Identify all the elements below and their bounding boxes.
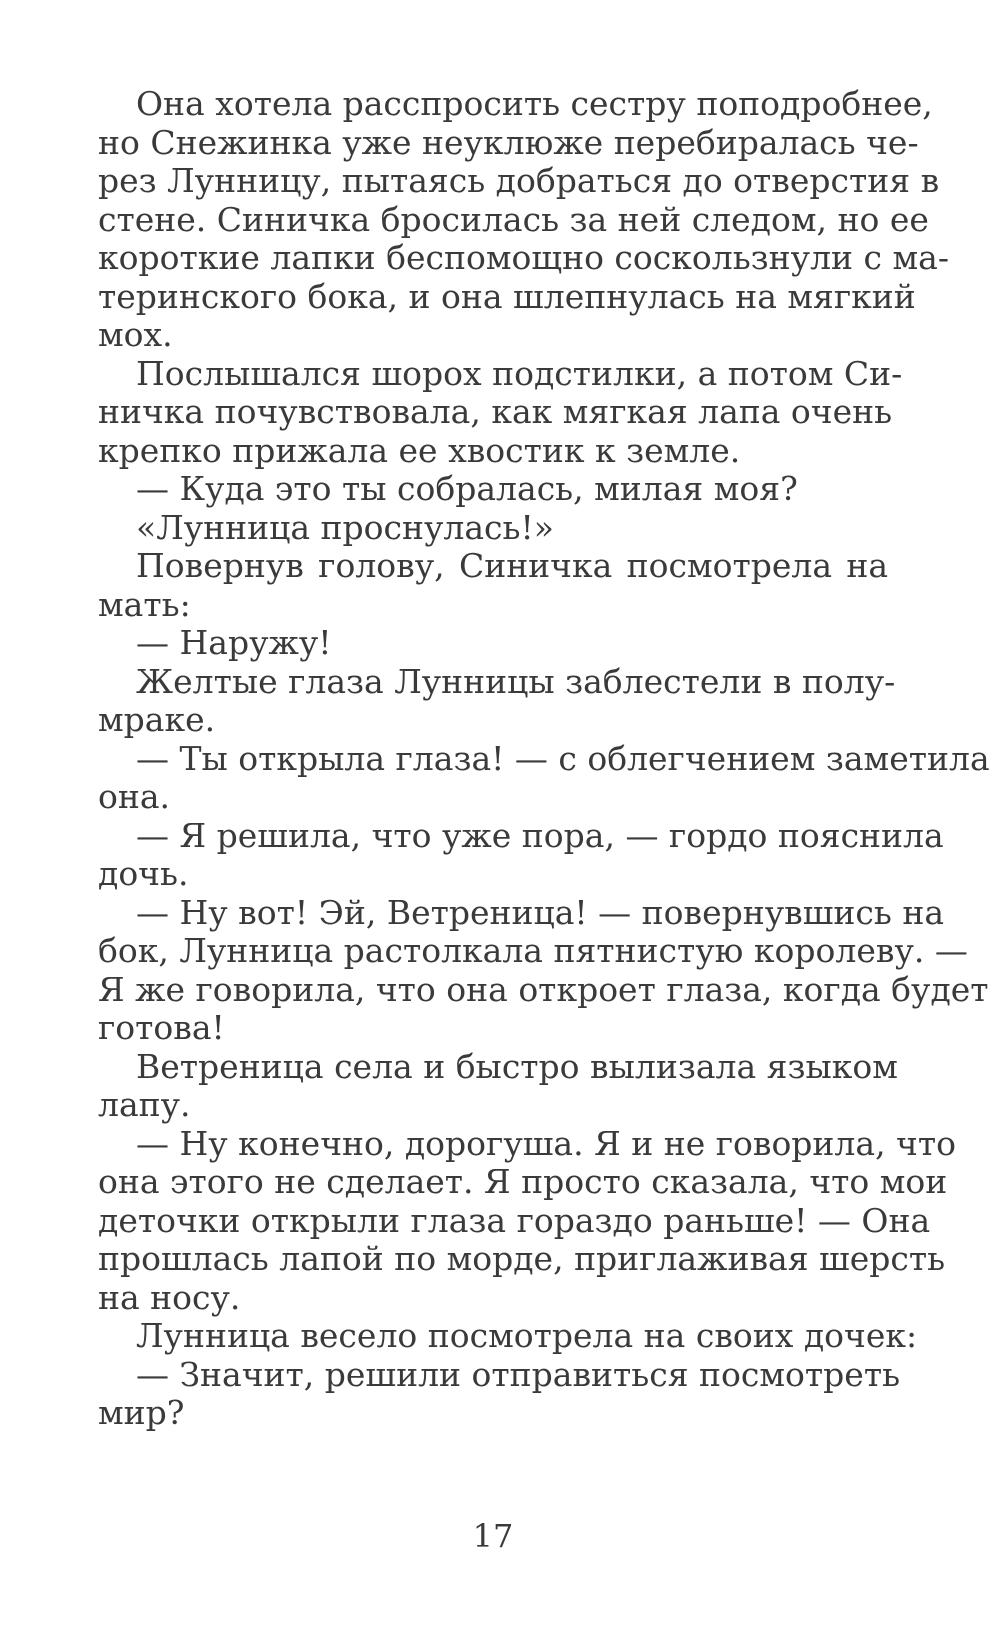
dialogue-line: дочь.	[98, 854, 189, 893]
text-line: ничка почувствовала, как мягкая лапа очень	[98, 392, 893, 431]
dialogue-line: деточки открыли глаза гораздо раньше! — Она	[98, 1200, 931, 1240]
dialogue-line: — Наружу!	[136, 623, 332, 662]
dialogue-line: она.	[98, 777, 171, 816]
text-line: Ветреница села и быстро вылизала языком	[136, 1046, 898, 1086]
book-page	[98, 0, 990, 1635]
text-line: Послышался шорох подстилки, а потом Си-	[136, 353, 903, 393]
text-line: стене. Синичка бросилась за ней следом, но ее	[98, 199, 929, 239]
text-line: крепко прижала ее хвостик к земле.	[98, 430, 741, 470]
text-line: Повернув голову, Синичка посмотрела на	[136, 546, 888, 585]
dialogue-line: мир?	[98, 1393, 185, 1432]
page-number: 17	[472, 1517, 514, 1555]
dialogue-line: — Куда это ты собралась, милая моя?	[136, 469, 798, 508]
text-line: мох.	[98, 315, 173, 354]
text-line: мраке.	[98, 700, 216, 739]
dialogue-line: — Ты открыла глаза! — с облегчением заметила	[136, 738, 990, 778]
dialogue-line: готова!	[98, 1008, 225, 1047]
text-line: но Снежинка уже неуклюже перебиралась че-	[98, 122, 919, 162]
text-line: теринского бока, и она шлепнулась на мягкий	[98, 276, 916, 316]
dialogue-line: бок, Лунница растолкала пятнистую королеву. —	[98, 931, 968, 970]
text-line: Лунница весело посмотрела на своих дочек:	[136, 1316, 918, 1355]
dialogue-line: — Значит, решили отправиться посмотреть	[136, 1354, 901, 1394]
text-line: мать:	[98, 584, 191, 624]
dialogue-line: — Я решила, что уже пора, — гордо пояснила	[136, 815, 944, 855]
dialogue-line: — Ну вот! Эй, Ветреница! — повернувшись на	[136, 892, 945, 932]
dialogue-line: на носу.	[98, 1277, 241, 1317]
dialogue-line: она этого не сделает. Я просто сказала, что мои	[98, 1162, 948, 1201]
text-line: Желтые глаза Лунницы заблестели в полу-	[136, 661, 896, 701]
dialogue-line: Я же говорила, что она откроет глаза, когда будет	[98, 969, 989, 1009]
text-line: лапу.	[98, 1085, 191, 1124]
text-line: рез Лунницу, пытаясь добраться до отверстия в	[98, 161, 940, 200]
dialogue-line: — Ну конечно, дорогуша. Я и не говорила, что	[136, 1123, 956, 1163]
thought-line: «Лунница проснулась!»	[136, 507, 554, 547]
text-line: Она хотела расспросить сестру поподробнее,	[136, 84, 933, 123]
dialogue-line: прошлась лапой по морде, приглаживая шерсть	[98, 1239, 946, 1278]
text-line: короткие лапки беспомощно соскользнули с ма-	[98, 238, 950, 277]
